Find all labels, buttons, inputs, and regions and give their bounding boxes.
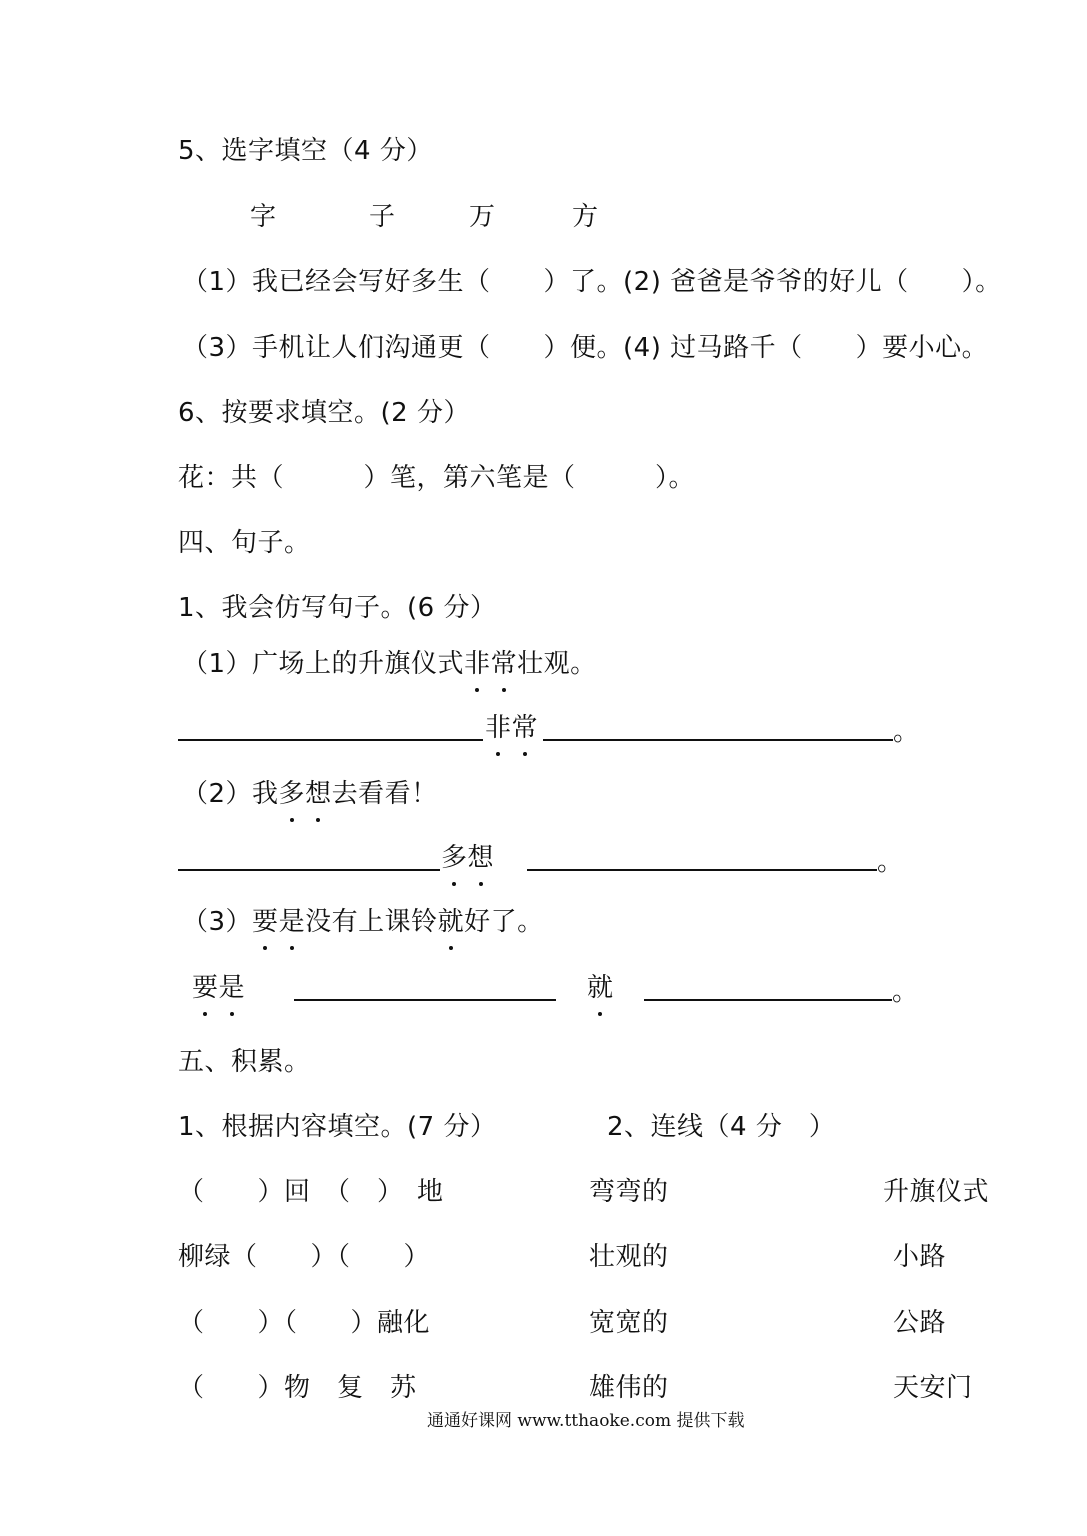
section5-title: 五、积累。 [178,1047,311,1077]
answer-line-2b[interactable] [527,869,877,871]
fill-row-3: （ ）（ ）融化 [178,1308,431,1338]
answer-line-1a[interactable] [178,739,483,741]
fill-row-4: （ ）物 复 苏 [178,1373,417,1403]
answer-3-period: 。 [892,977,919,1007]
answer-3-word-2: 就 [587,973,614,1003]
q5-line-1: （1）我已经会写好多生（ ）了。(2) 爸爸是爷爷的好儿（ ）。 [182,267,1002,297]
match-left-2[interactable]: 壮观的 [589,1242,669,1272]
answer-2-word: 多想 [441,843,495,873]
q5-choice-3: 万 [469,202,496,232]
q5-choice-4: 方 [572,202,599,232]
sentence-2-suffix: 去看看！ [331,779,438,809]
answer-1-period: 。 [893,717,920,747]
sentence-1-suffix: 壮观。 [517,649,597,679]
sentence-3-mid: 没有上课铃 [305,907,438,937]
match-left-3[interactable]: 宽宽的 [589,1308,669,1338]
fill-row-1: （ ）回 （ ） 地 [178,1177,444,1207]
answer-line-2a[interactable] [178,869,440,871]
sentence-2-prefix: （2）我 [182,779,279,809]
sentence-1-prefix: （1）广场上的升旗仪式 [182,649,465,679]
sentence-3-prefix: （3） [182,907,253,937]
sentence-2 [182,778,438,810]
footer-credit: 通通好课网 www.tthaoke.com 提供下载 [427,1411,745,1431]
section5-q1-title: 1、根据内容填空。(7 分） [178,1112,497,1142]
match-right-1[interactable]: 升旗仪式 [883,1177,990,1207]
sentence-3-suffix: 好了。 [464,907,544,937]
answer-line-3b[interactable] [644,999,892,1001]
sentence-1 [182,648,597,680]
answer-line-1b[interactable] [543,739,893,741]
section4-title: 四、句子。 [178,528,311,558]
q5-title: 5、选字填空（4 分） [178,136,433,166]
sentence-3-key-1: 要是 [252,907,306,937]
section5-q2-title: 2、连线（4 分 ） [607,1112,836,1142]
q5-choice-2: 子 [369,202,396,232]
fill-row-2: 柳绿（ ）（ ） [178,1242,431,1272]
answer-line-3a[interactable] [294,999,556,1001]
sentence-2-key: 多想 [278,779,332,809]
match-right-3[interactable]: 公路 [893,1308,947,1338]
match-right-4[interactable]: 天安门 [893,1373,973,1403]
answer-1-word: 非常 [485,713,539,743]
match-left-1[interactable]: 弯弯的 [589,1177,669,1207]
answer-3-word-1: 要是 [192,973,246,1003]
q6-line: 花：共（ ）笔，第六笔是（ ）。 [178,463,696,493]
q5-line-2: （3）手机让人们沟通更（ ）便。(4) 过马路千（ ）要小心。 [182,333,989,363]
sentence-1-key: 非常 [464,649,518,679]
match-right-2[interactable]: 小路 [893,1242,947,1272]
match-left-4[interactable]: 雄伟的 [589,1373,669,1403]
sentence-3-key-2: 就 [437,907,465,937]
sentence-3 [182,906,544,938]
q6-title: 6、按要求填空。(2 分） [178,398,470,428]
section4-q1-title: 1、我会仿写句子。(6 分） [178,593,497,623]
q5-choice-1: 字 [250,202,277,232]
answer-2-period: 。 [877,847,904,877]
